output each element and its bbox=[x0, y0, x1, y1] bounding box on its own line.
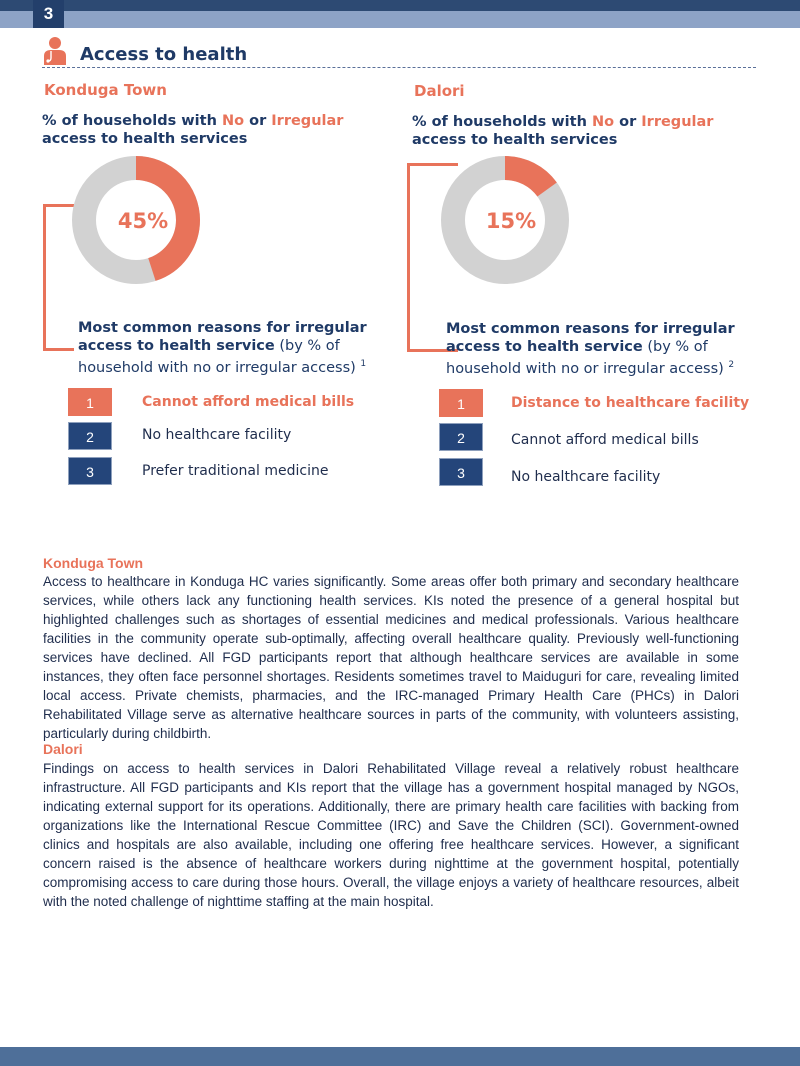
reason-item: No healthcare facility bbox=[511, 469, 661, 485]
reasons-heading-sub: (by % of household with no or irregular access) bbox=[446, 339, 724, 377]
paragraph-konduga: Access to healthcare in Konduga HC varies significantly. Some areas offer both primary and secondary healthcare services, while others lack any functioning health services. KIs noted the presence of a general hospital but highlighted challenges such as shortages of essential medicines and medical professionals. Various healthcare facilities in the community operate sub-optimally, affecting overall healthcare quality. Previously well-functioning services have declined. All FGD participants report that although healthcare services are available in some instances, they often face personnel shortages. Residents sometimes travel to Maiduguri for care, revealing limited local access. Private chemists, pharmacies, and the IRC-managed Primary Health Care (PHCs) in Dalori Rehabilitated Village serve as alternative healthcare sources in parts of the community, with volunteers assisting, particularly during childbirth. bbox=[43, 574, 739, 741]
top-banner-light-strip bbox=[0, 11, 800, 28]
reasons-heading-bold: Most common reasons for irregular access to health service bbox=[78, 320, 367, 354]
reasons-heading-sub: (by % of household with no or irregular access) bbox=[78, 338, 356, 376]
top-banner bbox=[0, 0, 800, 28]
heading-highlight-irregular: Irregular bbox=[641, 114, 714, 130]
rank-badge-2: 2 bbox=[68, 422, 112, 450]
heading-text: or bbox=[614, 114, 642, 130]
paragraph-title-konduga: Konduga Town bbox=[43, 555, 144, 571]
donut-percentage-label: 15% bbox=[485, 209, 537, 233]
rank-badge-3: 3 bbox=[68, 457, 112, 485]
pct-heading-konduga bbox=[42, 112, 382, 148]
reason-item: Distance to healthcare facility bbox=[511, 395, 750, 411]
section-divider bbox=[42, 67, 756, 68]
donut-chart-dalori bbox=[439, 154, 571, 286]
footnote-marker: 2 bbox=[728, 360, 735, 370]
bottom-banner bbox=[0, 1047, 800, 1066]
heading-highlight-irregular: Irregular bbox=[271, 113, 344, 129]
footnote-marker: 1 bbox=[360, 359, 367, 369]
heading-text: or bbox=[244, 113, 272, 129]
section-title: Access to health bbox=[80, 44, 248, 65]
pct-heading-dalori bbox=[412, 113, 752, 149]
location-title-dalori: Dalori bbox=[414, 82, 465, 100]
heading-highlight-no: No bbox=[221, 113, 245, 129]
health-worker-icon bbox=[42, 36, 68, 66]
heading-highlight-no: No bbox=[591, 114, 615, 130]
reason-item: No healthcare facility bbox=[142, 427, 292, 443]
reasons-heading-konduga bbox=[78, 319, 398, 377]
paragraph-dalori: Findings on access to health services in Dalori Rehabilitated Village reveal a relatively robust healthcare infrastructure. All FGD participants and KIs report that the village has a government hospital managed by NGOs, indicating external support for its operations. Additionally, there are primary health care facilities with backing from organizations like the International Rescue Committee (IRC) and Save the Children (SCI). Government-owned clinics and hospitals are also available, including one offering free healthcare services. However, a significant concern raised is the absence of healthcare workers during nighttime at the government hospital, potentially compromising access to care during those hours. Overall, the village enjoys a variety of healthcare resources, albeit with the noted challenge of nighttime staffing at the main hospital. bbox=[43, 761, 739, 909]
reason-item: Cannot afford medical bills bbox=[142, 394, 355, 410]
heading-text: % of households with bbox=[412, 114, 592, 130]
reason-item: Cannot afford medical bills bbox=[511, 432, 699, 448]
donut-chart-konduga bbox=[70, 154, 202, 286]
rank-badge-1: 1 bbox=[439, 389, 483, 417]
heading-text: access to health services bbox=[42, 131, 248, 147]
heading-text: % of households with bbox=[42, 113, 222, 129]
paragraph-title-dalori: Dalori bbox=[43, 741, 83, 757]
rank-badge-3: 3 bbox=[439, 458, 483, 486]
location-title-konduga: Konduga Town bbox=[44, 81, 167, 99]
top-banner-dark-strip bbox=[0, 0, 800, 11]
heading-text: access to health services bbox=[412, 132, 618, 148]
reasons-heading-bold: Most common reasons for irregular access to health service bbox=[446, 321, 735, 355]
rank-badge-2: 2 bbox=[439, 423, 483, 451]
reasons-heading-dalori bbox=[446, 320, 766, 378]
donut-percentage-label: 45% bbox=[117, 209, 169, 233]
page-number: 3 bbox=[33, 0, 64, 28]
reason-item: Prefer traditional medicine bbox=[142, 463, 329, 479]
rank-badge-1: 1 bbox=[68, 388, 112, 416]
